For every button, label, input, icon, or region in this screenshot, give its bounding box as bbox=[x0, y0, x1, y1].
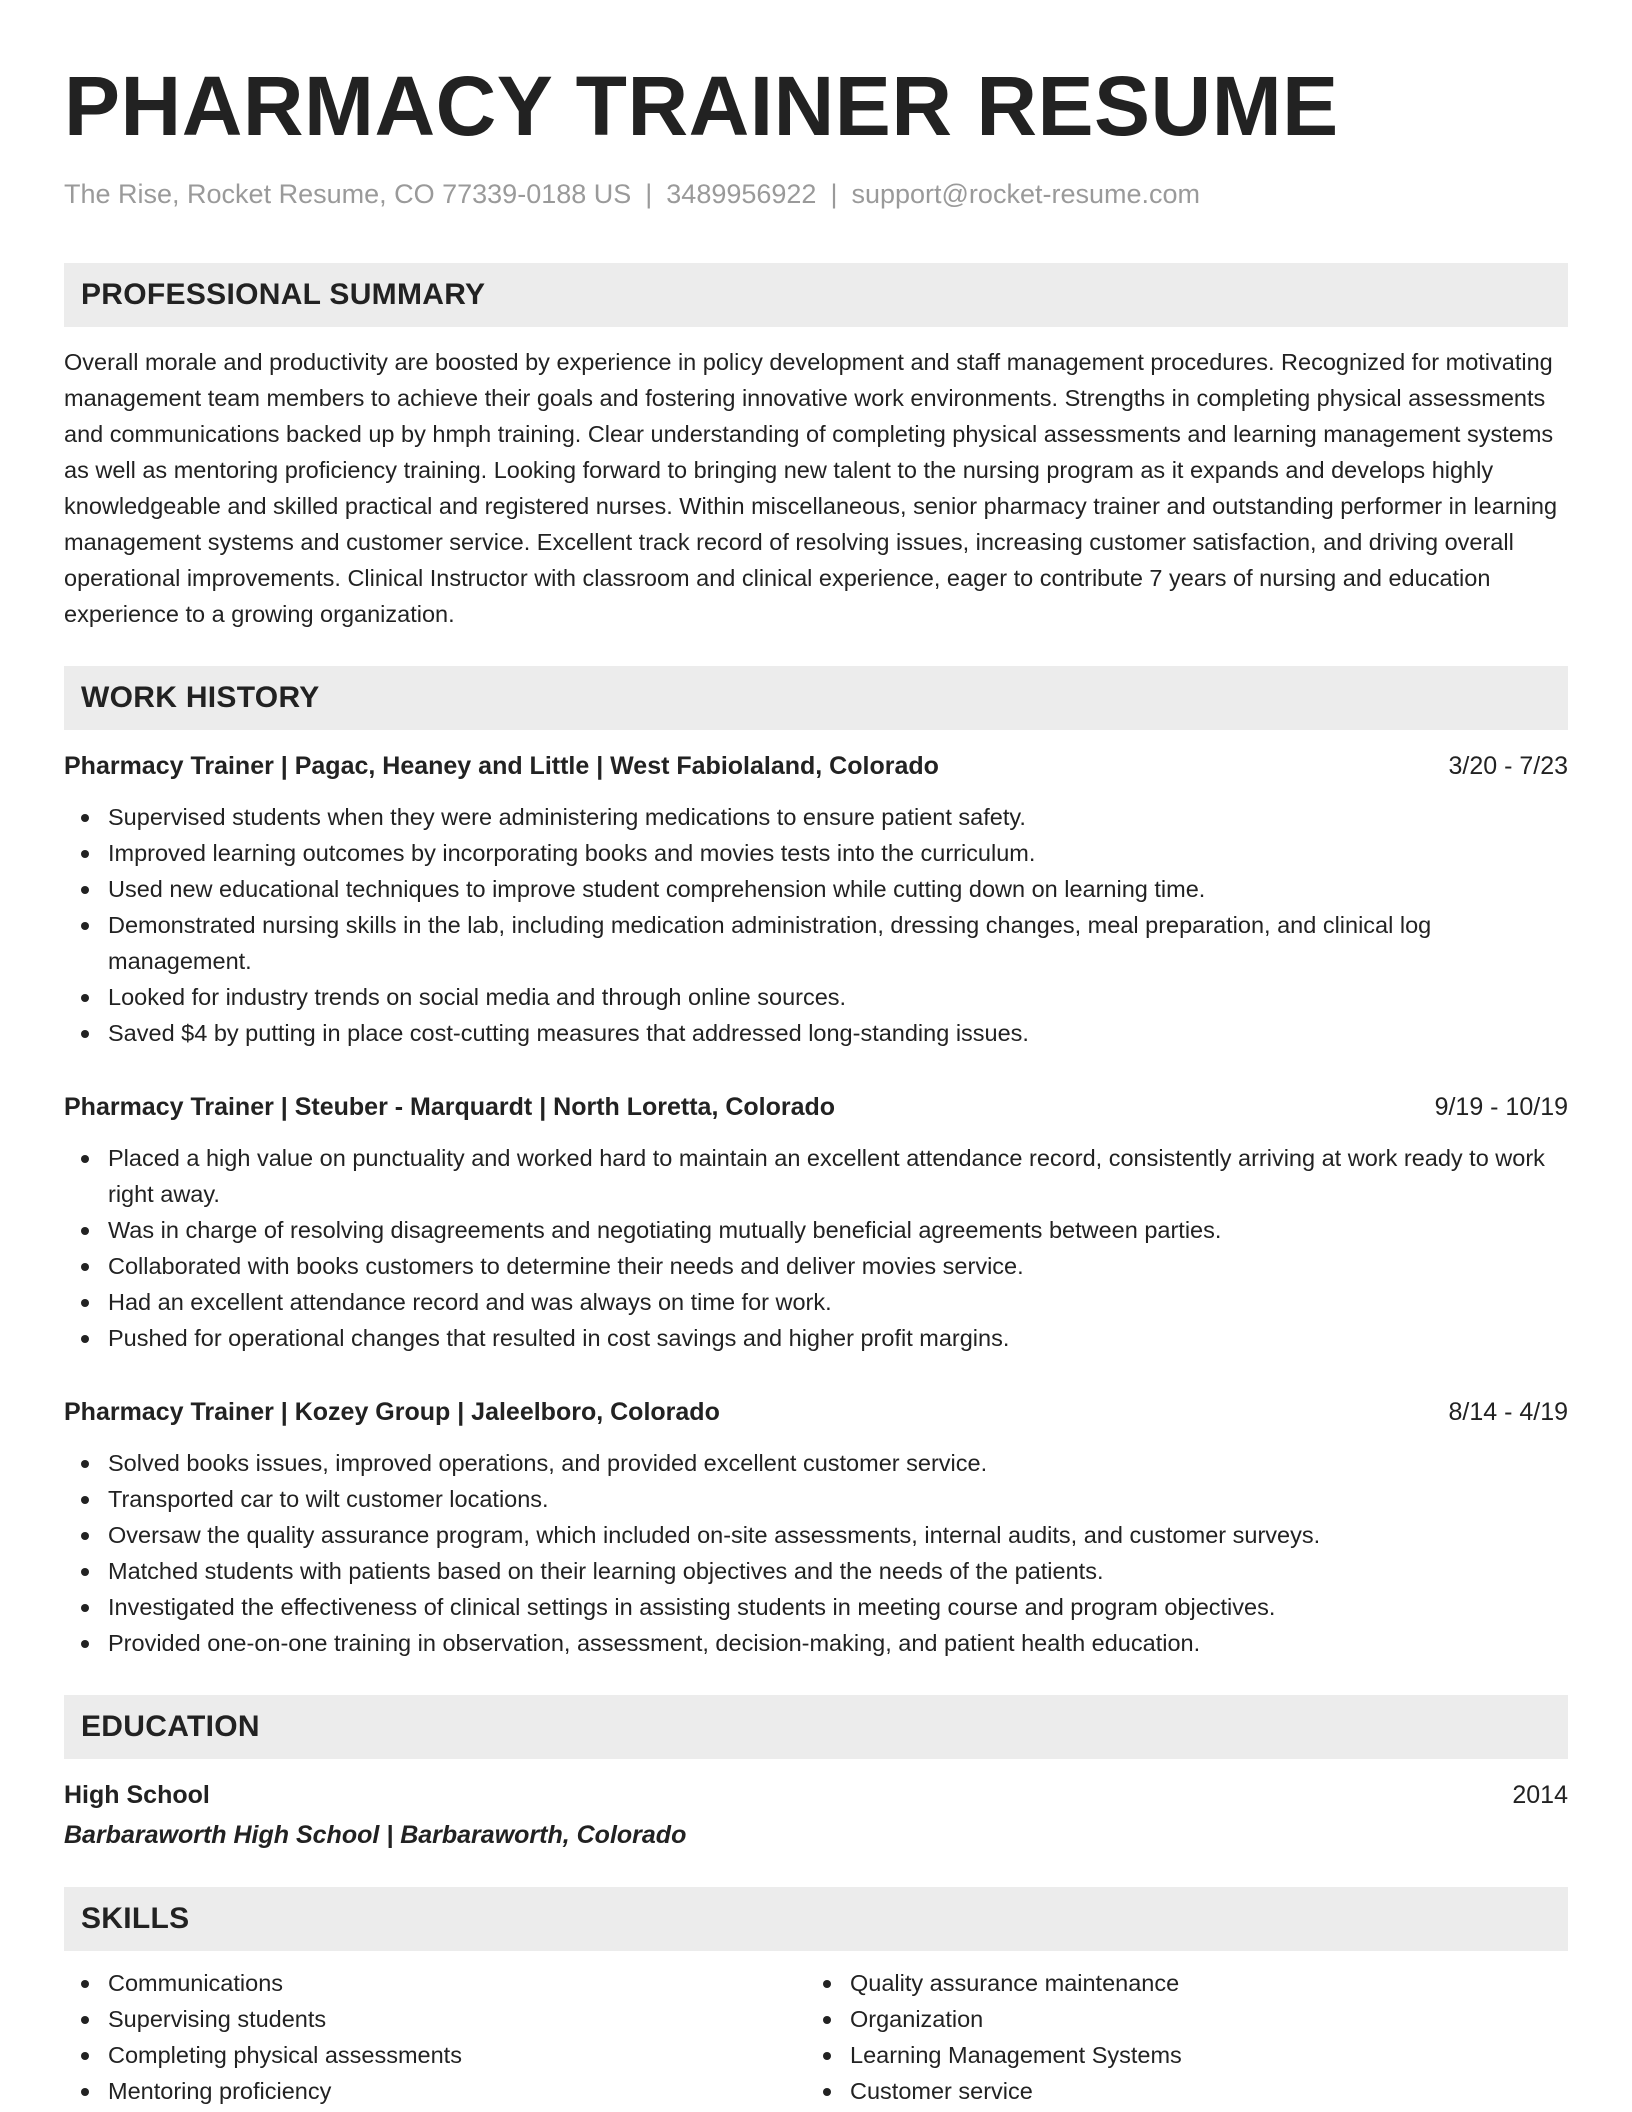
job-bullets bbox=[64, 1445, 1568, 1661]
education-heading: EDUCATION bbox=[64, 1695, 1568, 1759]
job-header bbox=[64, 1089, 1568, 1125]
skill-item: Organization bbox=[850, 2001, 1548, 2037]
job-bullet: Had an excellent attendance record and was always on time for work. bbox=[108, 1284, 1568, 1320]
education-section bbox=[64, 1695, 1568, 1853]
job-header bbox=[64, 748, 1568, 784]
summary-heading: PROFESSIONAL SUMMARY bbox=[64, 263, 1568, 327]
job-bullet: Supervised students when they were administering medications to ensure patient safety. bbox=[108, 799, 1568, 835]
skill-item: Supervising students bbox=[108, 2001, 806, 2037]
job-header bbox=[64, 1394, 1568, 1430]
job-bullet: Was in charge of resolving disagreements and negotiating mutually beneficial agreements between parties. bbox=[108, 1212, 1568, 1248]
skills-heading: SKILLS bbox=[64, 1887, 1568, 1951]
contact-email: support@rocket-resume.com bbox=[851, 179, 1200, 209]
education-school: Barbaraworth High School | Barbaraworth, Colorado bbox=[64, 1821, 687, 1849]
job-bullet: Looked for industry trends on social media and through online sources. bbox=[108, 979, 1568, 1015]
contact-phone: 3489956922 bbox=[666, 179, 817, 209]
skills-section bbox=[64, 1887, 1568, 2109]
job-entry bbox=[64, 1394, 1568, 1661]
skills-column-left bbox=[64, 1965, 806, 2109]
job-title: Pharmacy Trainer | Pagac, Heaney and Little | West Fabiolaland, Colorado bbox=[64, 752, 939, 780]
job-bullets bbox=[64, 1140, 1568, 1356]
job-bullets bbox=[64, 799, 1568, 1051]
work-history-section bbox=[64, 666, 1568, 1661]
contact-address: The Rise, Rocket Resume, CO 77339-0188 US bbox=[64, 179, 632, 209]
contact-separator: | bbox=[645, 179, 653, 209]
skill-item: Communications bbox=[108, 1965, 806, 2001]
skill-item: Mentoring proficiency bbox=[108, 2073, 806, 2109]
job-entry bbox=[64, 1089, 1568, 1356]
contact-line bbox=[64, 176, 1568, 212]
job-bullet: Used new educational techniques to improve student comprehension while cutting down on learning time. bbox=[108, 871, 1568, 907]
job-bullet: Matched students with patients based on their learning objectives and the needs of the patients. bbox=[108, 1553, 1568, 1589]
job-title: Pharmacy Trainer | Steuber - Marquardt | North Loretta, Colorado bbox=[64, 1093, 836, 1121]
job-bullet: Solved books issues, improved operations, and provided excellent customer service. bbox=[108, 1445, 1568, 1481]
work-history-heading: WORK HISTORY bbox=[64, 666, 1568, 730]
job-bullet: Improved learning outcomes by incorporating books and movies tests into the curriculum. bbox=[108, 835, 1568, 871]
skill-item: Learning Management Systems bbox=[850, 2037, 1548, 2073]
job-bullet: Saved $4 by putting in place cost-cutting measures that addressed long-standing issues. bbox=[108, 1015, 1568, 1051]
skills-grid bbox=[64, 1965, 1568, 2109]
resume-title: PHARMACY TRAINER RESUME bbox=[64, 59, 1339, 153]
skill-item: Completing physical assessments bbox=[108, 2037, 806, 2073]
skills-list bbox=[806, 1965, 1548, 2109]
job-bullet: Collaborated with books customers to determine their needs and deliver movies service. bbox=[108, 1248, 1568, 1284]
job-dates: 9/19 - 10/19 bbox=[1434, 1093, 1568, 1121]
contact-separator: | bbox=[830, 179, 838, 209]
skill-item: Quality assurance maintenance bbox=[850, 1965, 1548, 2001]
job-bullet: Demonstrated nursing skills in the lab, including medication administration, dressing changes, meal preparation, and clinical log management. bbox=[108, 907, 1568, 979]
job-dates: 8/14 - 4/19 bbox=[1448, 1398, 1568, 1426]
job-dates: 3/20 - 7/23 bbox=[1448, 752, 1568, 780]
education-header bbox=[64, 1777, 1568, 1813]
skills-list bbox=[64, 1965, 806, 2109]
job-entry bbox=[64, 748, 1568, 1051]
skills-column-right bbox=[806, 1965, 1548, 2109]
job-bullet: Oversaw the quality assurance program, which included on-site assessments, internal audits, and customer surveys. bbox=[108, 1517, 1568, 1553]
summary-section bbox=[64, 263, 1568, 632]
job-bullet: Transported car to wilt customer locations. bbox=[108, 1481, 1568, 1517]
job-bullet: Pushed for operational changes that resulted in cost savings and higher profit margins. bbox=[108, 1320, 1568, 1356]
education-degree: High School bbox=[64, 1781, 210, 1809]
education-year: 2014 bbox=[1512, 1781, 1568, 1809]
job-title: Pharmacy Trainer | Kozey Group | Jaleelboro, Colorado bbox=[64, 1398, 720, 1426]
skill-item: Customer service bbox=[850, 2073, 1548, 2109]
summary-text: Overall morale and productivity are boosted by experience in policy development and staff management procedures. Recognized for motivating management team members to achieve their goals and fostering innovative work environments. Strengths in completing physical assessments and communications backed up by hmph training. Clear understanding of completing physical assessments and learning management systems as well as mentoring proficiency training. Looking forward to bringing new talent to the nursing program as it expands and develops highly knowledgeable and skilled practical and registered nurses. Within miscellaneous, senior pharmacy trainer and outstanding performer in learning management systems and customer service. Excellent track record of resolving issues, increasing customer satisfaction, and driving overall operational improvements. Clinical Instructor with classroom and clinical experience, eager to contribute 7 years of nursing and education experience to a growing organization. bbox=[64, 349, 1558, 627]
job-bullet: Provided one-on-one training in observation, assessment, decision-making, and patient health education. bbox=[108, 1625, 1568, 1661]
job-bullet: Placed a high value on punctuality and worked hard to maintain an excellent attendance record, consistently arriving at work ready to work right away. bbox=[108, 1140, 1568, 1212]
job-bullet: Investigated the effectiveness of clinical settings in assisting students in meeting course and program objectives. bbox=[108, 1589, 1568, 1625]
